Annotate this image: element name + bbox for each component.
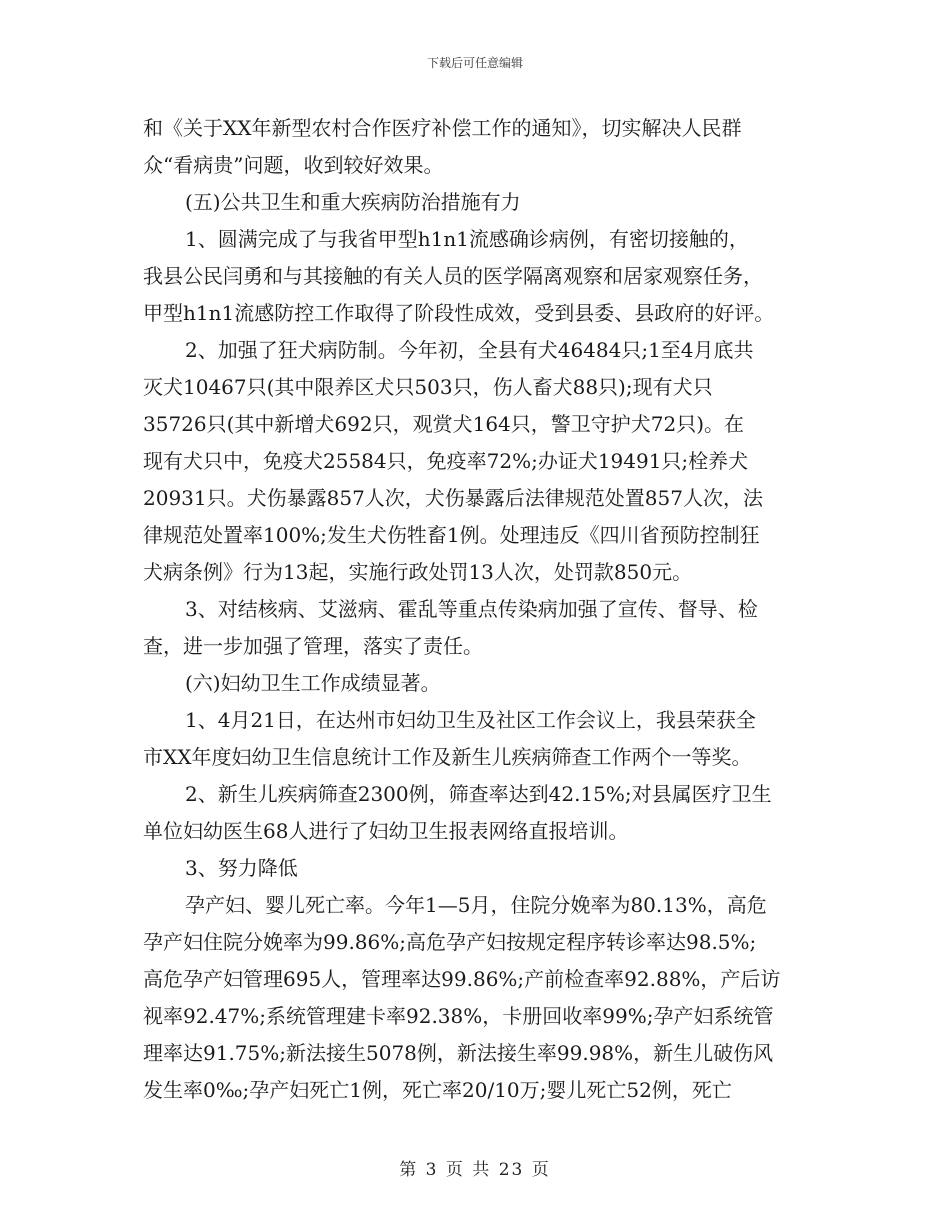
text-line: 和《关于XX年新型农村合作医疗补偿工作的通知》，切实解决人民群 (143, 116, 742, 140)
text-line: 理率达91.75%;新法接生5078例，新法接生率99.98%，新生儿破伤风 (143, 1041, 774, 1065)
text-line: 2、加强了狂犬病防制。今年初，全县有犬46484只;1至4月底共 (185, 338, 754, 362)
page-footer: 第 3 页 共 23 页 (399, 1160, 551, 1180)
text-line: 1、圆满完成了与我省甲型h1n1流感确诊病例，有密切接触的， (185, 227, 749, 251)
text-line: 3、努力降低 (185, 856, 298, 880)
text-line: 35726只(其中新增犬692只，观赏犬164只，警卫守护犬72只)。在 (143, 412, 745, 436)
text-line: 2、新生儿疾病筛查2300例，筛查率达到42.15%;对县属医疗卫生 (185, 782, 772, 806)
text-line: 查，进一步加强了管理，落实了责任。 (143, 634, 483, 658)
text-line: 孕产妇住院分娩率为99.86%;高危孕产妇按规定程序转诊率达98.5%; (143, 930, 757, 954)
text-line: (五)公共卫生和重大疾病防治措施有力 (185, 190, 521, 214)
text-line: 律规范处置率100%;发生犬伤牲畜1例。处理违反《四川省预防控制狂 (143, 523, 760, 547)
text-line: 市XX年度妇幼卫生信息统计工作及新生儿疾病筛查工作两个一等奖。 (143, 745, 752, 769)
text-line: 视率92.47%;系统管理建卡率92.38%，卡册回收率99%;孕产妇系统管 (143, 1004, 774, 1028)
text-line: 众“看病贵”问题，收到较好效果。 (143, 153, 444, 177)
text-line: (六)妇幼卫生工作成绩显著。 (185, 671, 441, 695)
text-line: 灭犬10467只(其中限养区犬只503只，伤人畜犬88只);现有犬只 (143, 375, 713, 399)
text-line: 1、4月21日，在达州市妇幼卫生及社区工作会议上，我县荣获全 (185, 708, 756, 732)
text-line: 现有犬只中，免疫犬25584只，免疫率72%;办证犬19491只;栓养犬 (143, 449, 749, 473)
page-header: 下载后可任意编辑 (426, 56, 523, 70)
text-line: 3、对结核病、艾滋病、霍乱等重点传染病加强了宣传、督导、检 (185, 597, 758, 621)
text-line: 发生率0‰;孕产妇死亡1例，死亡率20/10万;婴儿死亡52例，死亡 (143, 1078, 732, 1102)
text-line: 孕产妇、婴儿死亡率。今年1—5月，住院分娩率为80.13%，高危 (185, 893, 767, 917)
text-line: 20931只。犬伤暴露857人次，犬伤暴露后法律规范处置857人次，法 (143, 486, 763, 510)
document-body (143, 110, 823, 1109)
text-line: 我县公民闫勇和与其接触的有关人员的医学隔离观察和居家观察任务， (143, 264, 763, 288)
text-line: 犬病条例》行为13起，实施行政处罚13人次，处罚款850元。 (143, 560, 693, 584)
text-line: 高危孕产妇管理695人，管理率达99.86%;产前检查率92.88%，产后访 (143, 967, 781, 991)
text-line: 甲型h1n1流感防控工作取得了阶段性成效，受到县委、县政府的好评。 (143, 301, 775, 325)
text-line: 单位妇幼医生68人进行了妇幼卫生报表网络直报培训。 (143, 819, 629, 843)
